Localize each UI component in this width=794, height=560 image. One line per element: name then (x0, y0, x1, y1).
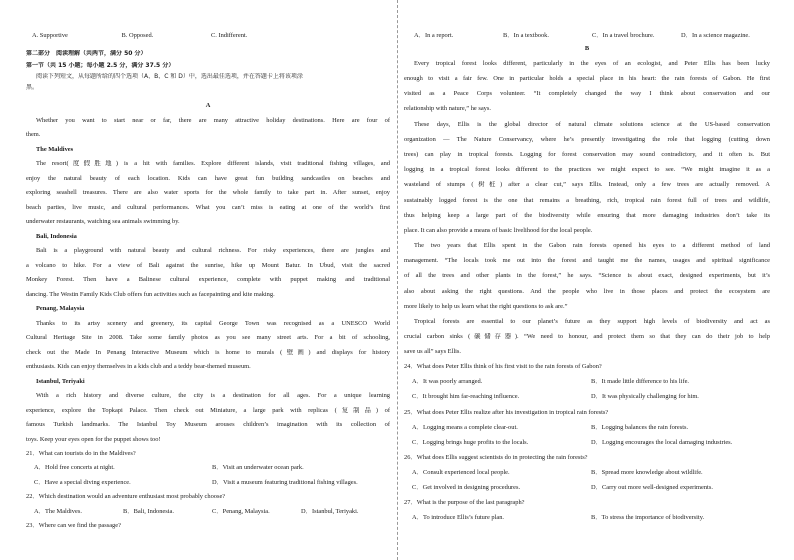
q20-option-b[interactable]: B. Opposed. (121, 32, 154, 39)
left-column (26, 0, 390, 560)
q21-option-b[interactable]: B．Visit an underwater ocean park. (212, 464, 304, 471)
paragraph-line: The resort(度假胜地) is a hit with families. Explore different islands, visit traditional fishing villages, and (36, 160, 390, 167)
q25-options-row (404, 439, 770, 447)
paragraph-line: relationship with nature,” he says. (404, 105, 491, 112)
question-26: 26．What does Ellis suggest scientists do in protecting the rain forests? (404, 454, 588, 461)
paragraph-line: toys. Keep your eyes open for the puppet shows too! (26, 436, 161, 443)
paragraph-line: Every tropical forest looks different, particularly in the eyes of an ecologist, and Peter Ellis has been lucky (414, 60, 770, 67)
instructions-line: 黑。 (26, 84, 39, 91)
paragraph-line: enough to visit a fair few. One in particular holds a special place in his heart: the rain forests of Gabon. He first (404, 75, 770, 82)
paragraph-line: The two years that Ellis spent in the Gabon rain forests opened his eyes to a different method of land (414, 242, 770, 249)
paragraph-line: organization — The Nature Conservancy, where he’s presently investigating the role that logging (cutting down (404, 136, 770, 143)
paragraph-line: dancing. The Westin Family Kids Club offers fun activities such as facepainting and kite making. (26, 291, 275, 298)
paragraph-line: visited as a Peace Corps volunteer. “It completely changed the way I think about conservation and our (404, 90, 770, 97)
section-title: 第一节（共 15 小题；每小题 2.5 分，满分 37.5 分） (26, 62, 175, 69)
q25-option-d[interactable]: D．Logging encourages the local damaging industries. (591, 439, 733, 446)
paragraph-line: management. “The locals took me out into the forest and taught me the names, usages and spiritual significance (404, 257, 770, 264)
paragraph-line: them. (26, 131, 41, 138)
q25-options-row (404, 424, 770, 432)
q21-option-a[interactable]: A．Hold free concerts at night. (34, 464, 115, 471)
paragraph-line: of all the trees and other plants in the forest,” he says. “Science is about exact, designed experiments, but it’s (404, 272, 770, 279)
paragraph-line: Whether you want to start near or far, there are many attractive holiday destinations. Here are four of (36, 117, 390, 124)
paragraph-line: wasteland of stumps (树桩) after a clear cut,” says Ellis. Instead, only a few trees are actually removed. A (404, 181, 770, 188)
q24-options-row (404, 393, 770, 401)
q25-option-c[interactable]: C．Logging brings huge profits to the locals. (412, 439, 529, 446)
paragraph-line: place. It can also provide a means of basic livelihood for the local people. (404, 227, 593, 234)
paragraph-line: famous Turkish landmarks. The Istanbul Toy Museum arouses children’s imagination with its collection of (26, 421, 390, 428)
paragraph-line: Cultural Heritage Site in 2008. Take some family photos as you see many street arts. For a bit of schooling, (26, 334, 390, 341)
q20-option-a[interactable]: A. Supportive (32, 32, 68, 39)
paragraph-line: save us all” says Ellis. (404, 348, 461, 355)
passage-a-label: A (205, 102, 211, 109)
q26-options-row (404, 484, 770, 492)
q22-options-row (26, 508, 390, 516)
paragraph-line: enjoy the natural beauty of each location. Kids can have great fun building sandcastles on beaches and (26, 175, 390, 182)
q24-option-c[interactable]: C．It brought him far-reaching influence. (412, 393, 520, 400)
paragraph-line: exploring seashell treasures. There are also water sports for the whole family to take part in. After sunset, enjoy (26, 189, 390, 196)
q22-option-d[interactable]: D．Istanbul, Teriyaki. (301, 508, 359, 515)
q20-options (26, 32, 390, 40)
bali-heading: Bali, Indonesia (36, 233, 77, 240)
q22-option-a[interactable]: A．The Maldives. (34, 508, 82, 515)
q21-option-d[interactable]: D．Visit a museum featuring traditional fishing villages. (212, 479, 358, 486)
maldives-heading: The Maldives (36, 146, 74, 153)
paragraph-line: With a rich history and diverse culture, the city is a destination for all ages. For a unique learning (36, 392, 390, 399)
q22-option-c[interactable]: C．Penang, Malaysia. (212, 508, 270, 515)
q22-option-b[interactable]: B．Bali, Indonesia. (123, 508, 174, 515)
paragraph-line: crucial carbon sinks (碳储存器). “We need to honour, and protect them so that they can do their job to help (404, 333, 770, 340)
q26-option-c[interactable]: C．Get involved in designing procedures. (412, 484, 521, 491)
paragraph-line: check out the Made In Penang Interactive Museum which is home to murals (壁画) and displays for history (26, 349, 390, 356)
penang-heading: Penang, Malaysia (36, 305, 85, 312)
paragraph-line: Tropical forests are essential to our planet’s future as they support high levels of biodiversity and act as (414, 318, 770, 325)
q24-option-d[interactable]: D．It was physically challenging for him. (591, 393, 699, 400)
paragraph-line: Thanks to its artsy scenery and greenery, its capital George Town was recognised as a UNESCO World (36, 320, 390, 327)
paragraph-line: experience, explore the Topkapi Palace. Then check out Miniature, a large park with replicas (复制品) of (26, 407, 390, 414)
question-25: 25．What does Peter Ellis realize after his investigation in tropical rain forests? (404, 409, 609, 416)
paragraph-line: thus helping keep a large part of the biodiversity while ensuring that more damaging industries don’t take its (404, 212, 770, 219)
q23-option-a[interactable]: A．In a report. (414, 32, 454, 39)
paragraph-line: more likely to help us learn what the right questions to ask are.” (404, 303, 568, 310)
q23-option-b[interactable]: B．In a textbook. (503, 32, 549, 39)
paragraph-line: beach parties, live music, and cultural performances. What you can’t miss is eating at one of the world’s first (26, 204, 390, 211)
paragraph-line: trees) can play in tropical forests. Logging for forest conservation may sound contradictory, and it often is. But (404, 151, 770, 158)
paragraph-line: Monkey Forest. Then have a Balinese cultural experience, complete with puppet making and traditional (26, 276, 390, 283)
q23-option-c[interactable]: C．In a travel brochure. (592, 32, 655, 39)
q23-options-row (404, 32, 770, 40)
q21-option-c[interactable]: C．Have a special diving experience. (34, 479, 131, 486)
instructions-line: 阅读下列短文，从每题所给的四个选项（A、B、C 和 D）中，选出最佳选项，并在答题卡上将该项涂 (36, 73, 303, 80)
q21-options-row (26, 464, 390, 472)
paragraph-line: a volcano to hike. For a view of Bali against the sunrise, hike up Mount Batur. In Ubud, visit the sacred (26, 262, 390, 269)
right-column (404, 0, 770, 560)
paragraph-line: Bali is a playground with natural beauty and cultural richness. For risky experiences, there are jungles and (36, 247, 390, 254)
q26-options-row (404, 469, 770, 477)
paragraph-line: sustainably logged forest is the one that remains a breathing, rich, tropical rain forest full of trees and wildlife, (404, 197, 770, 204)
q24-option-a[interactable]: A．It was poorly arranged. (412, 378, 483, 385)
q24-options-row (404, 378, 770, 386)
q20-option-c[interactable]: C. Indifferent. (211, 32, 248, 39)
q26-option-d[interactable]: D．Carry out more well-designed experiments. (591, 484, 713, 491)
paragraph-line: underwater restaurants, watching sea animals swimming by. (26, 218, 180, 225)
istanbul-heading: Istanbul, Teriyaki (36, 378, 85, 385)
q24-option-b[interactable]: B．It made little difference to his life. (591, 378, 690, 385)
question-24: 24．What does Peter Ellis think of his first visit to the rain forests of Gabon? (404, 363, 602, 370)
part-title: 第二部分 阅读理解（共两节，满分 50 分） (26, 50, 147, 57)
q27-option-a[interactable]: A．To introduce Ellis’s future plan. (412, 514, 505, 521)
q21-options-row (26, 479, 390, 487)
q25-option-a[interactable]: A．Logging means a complete clear-out. (412, 424, 518, 431)
paragraph-line: These days, Ellis is the global director of natural climate solutions science at the US-based conservation (414, 121, 770, 128)
question-27: 27．What is the purpose of the last paragraph? (404, 499, 525, 506)
q23-option-d[interactable]: D．In a science magazine. (681, 32, 750, 39)
paragraph-line: enthusiasts. Kids can enjoy themselves in a kids club and a teddy bear-themed museum. (26, 363, 251, 370)
q26-option-a[interactable]: A．Consult experienced local people. (412, 469, 510, 476)
q25-option-b[interactable]: B．Logging balances the rain forests. (591, 424, 689, 431)
paragraph-line: also about asking the right questions. And the people who live in those places and protect the ecosystem are (404, 288, 770, 295)
passage-b-label: B (584, 45, 590, 52)
paragraph-line: logging in a tropical forest looks different to the practices we might expect to see. “We might imagine it as a (404, 166, 770, 173)
question-23: 23．Where can we find the passage? (26, 522, 121, 529)
column-divider (397, 0, 398, 560)
question-22: 22．Which destination would an adventure enthusiast most probably choose? (26, 493, 226, 500)
q26-option-b[interactable]: B．Spread more knowledge about wildlife. (591, 469, 703, 476)
q27-option-b[interactable]: B．To stress the importance of biodiversity. (591, 514, 705, 521)
q27-options-row (404, 514, 770, 522)
question-21: 21．What can tourists do in the Maldives? (26, 450, 136, 457)
